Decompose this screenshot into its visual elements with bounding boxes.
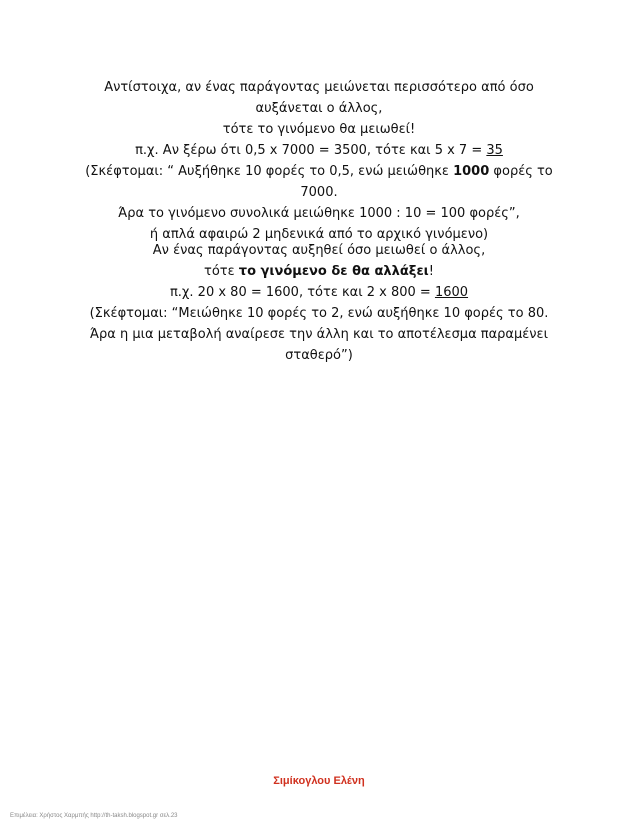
example-answer: 1600	[434, 285, 469, 300]
reasoning-text: (Σκέφτομαι: “ Αυξήθηκε 10 φορές το 0,5, ενώ μειώθηκε	[85, 164, 454, 179]
page-footer: Επιμέλεια: Χρήστος Χαρμπής http://th-taksh.blogspot.gr σελ.23	[10, 813, 178, 819]
text-line: αυξάνεται ο άλλος,	[255, 101, 383, 116]
text-line: (Σκέφτομαι: “Μειώθηκε 10 φορές το 2, ενώ αυξήθηκε 10 φορές το 80.	[89, 306, 549, 321]
text-line: 7000.	[300, 185, 338, 200]
author-name: Σιμίκογλου Ελένη	[273, 775, 365, 787]
rule-text: τότε	[204, 264, 239, 279]
bold-number: 1000	[453, 164, 490, 179]
example-text: π.χ. Αν ξέρω ότι 0,5 x 7000 = 3500, τότε και 5 x 7 =	[135, 143, 487, 158]
example-answer: 35	[486, 143, 503, 158]
paragraph-no-change-rule	[0, 240, 638, 366]
paragraph-decrease-rule	[0, 77, 638, 245]
bold-rule: το γινόμενο δε θα αλλάξει	[238, 264, 429, 279]
text-line: Άρα το γινόμενο συνολικά μειώθηκε 1000 : 10 = 100 φορές”,	[118, 206, 520, 221]
example-line	[0, 282, 638, 303]
text-line: σταθερό”)	[285, 348, 353, 363]
text-line: Άρα η μια μεταβολή αναίρεσε την άλλη και το αποτέλεσμα παραμένει	[90, 327, 548, 342]
text-line: τότε το γινόμενο θα μειωθεί!	[222, 122, 416, 137]
rule-text-end: !	[428, 264, 434, 279]
text-line: Αν ένας παράγοντας αυξηθεί όσο μειωθεί ο άλλος,	[152, 243, 486, 258]
example-line	[0, 140, 638, 161]
text-line: ή απλά αφαιρώ 2 μηδενικά από το αρχικό γινόμενο)	[149, 227, 489, 242]
rule-line	[0, 261, 638, 282]
example-text: π.χ. 20 x 80 = 1600, τότε και 2 x 800 =	[169, 285, 435, 300]
reasoning-text-end: φορές το	[489, 164, 553, 179]
text-line: Αντίστοιχα, αν ένας παράγοντας μειώνεται περισσότερο από όσο	[104, 80, 534, 95]
reasoning-line	[0, 161, 638, 182]
